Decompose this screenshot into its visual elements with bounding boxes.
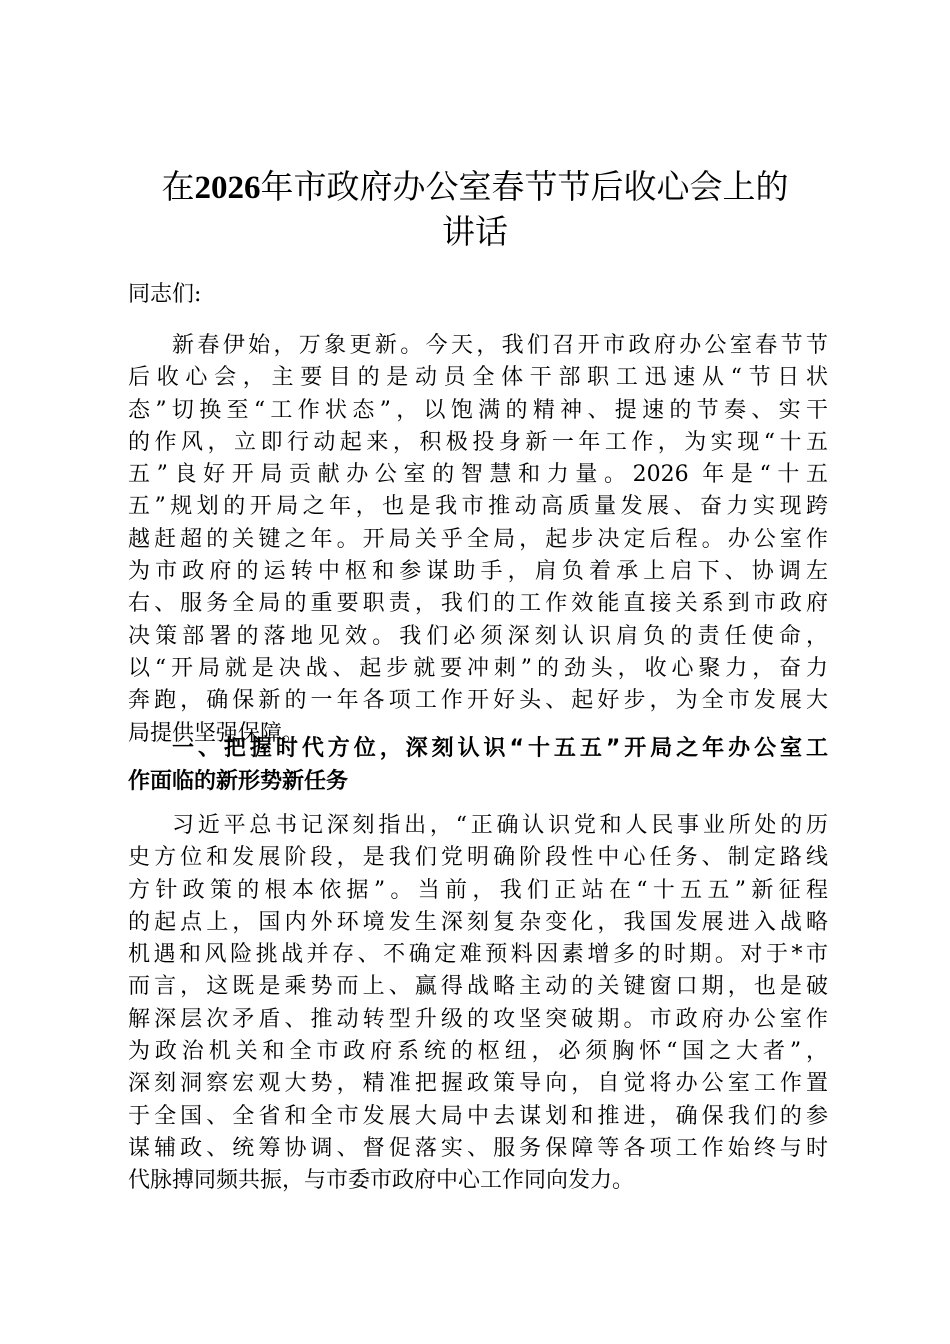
paragraph-line: 越赶超的关键之年。开局关乎全局，起步决定后程。办公室作 xyxy=(128,526,828,552)
paragraph-line: 于全国、全省和全市发展大局中去谋划和推进，确保我们的参 xyxy=(128,1103,828,1129)
section-heading-1 xyxy=(128,733,828,798)
paragraph-line: 局提供坚强保障。 xyxy=(128,720,305,746)
heading-line: 作面临的新形势新任务 xyxy=(128,768,349,794)
paragraph-line: 后收心会，主要目的是动员全体干部职工迅速从“节日状 xyxy=(128,365,828,391)
paragraph-line: 谋辅政、统筹协调、督促落实、服务保障等各项工作始终与时 xyxy=(128,1135,828,1161)
paragraph-line: 方针政策的根本依据”。当前，我们正站在“十五五”新征程 xyxy=(128,877,828,903)
title-year: 2026 xyxy=(194,170,261,206)
paragraph-line: 而言，这既是乘势而上、赢得战略主动的关键窗口期，也是破 xyxy=(128,974,828,1000)
paragraph-intro xyxy=(128,330,828,750)
paragraph-line: 新春伊始，万象更新。今天，我们召开市政府办公室春节节 xyxy=(172,333,828,358)
paragraph-line: 的起点上，国内外环境发生深刻复杂变化，我国发展进入战略 xyxy=(128,909,828,935)
document-title xyxy=(120,165,830,254)
paragraph-line: 右、服务全局的重要职责，我们的工作效能直接关系到市政府 xyxy=(128,591,828,617)
heading-line: 一、把握时代方位，深刻认识“十五五”开局之年办公室工 xyxy=(172,736,828,761)
paragraph-line: 为市政府的运转中枢和参谋助手，肩负着承上启下、协调左 xyxy=(128,559,828,585)
paragraph-line: 史方位和发展阶段，是我们党明确阶段性中心任务、制定路线 xyxy=(128,845,828,871)
paragraph-line: 代脉搏同频共振，与市委市政府中心工作同向发力。 xyxy=(128,1168,635,1194)
paragraph-line: 深刻洞察宏观大势，精准把握政策导向，自觉将办公室工作置 xyxy=(128,1071,828,1097)
paragraph-line: 奔跑，确保新的一年各项工作开好头、起好步，为全市发展大 xyxy=(128,688,828,714)
paragraph-line: 态”切换至“工作状态”，以饱满的精神、提速的节奏、实干 xyxy=(128,397,828,423)
paragraph-line: 习近平总书记深刻指出，“正确认识党和人民事业所处的历 xyxy=(172,813,828,838)
title-line-1 xyxy=(120,165,830,210)
paragraph-section-1 xyxy=(128,810,828,1198)
paragraph-line: 的作风，立即行动起来，积极投身新一年工作，为实现“十五 xyxy=(128,429,828,455)
paragraph-line: 解深层次矛盾、推动转型升级的攻坚突破期。市政府办公室作 xyxy=(128,1006,828,1032)
title-line-2: 讲话 xyxy=(442,212,508,251)
salutation: 同志们: xyxy=(128,282,202,307)
paragraph-line: 决策部署的落地见效。我们必须深刻认识肩负的责任使命， xyxy=(128,623,828,649)
paragraph-line: 机遇和风险挑战并存、不确定难预料因素增多的时期。对于*市 xyxy=(128,942,828,968)
paragraph-line: 五”规划的开局之年，也是我市推动高质量发展、奋力实现跨 xyxy=(128,494,828,520)
paragraph-line: 五”良好开局贡献办公室的智慧和力量。2026 年是“十五 xyxy=(128,462,828,488)
paragraph-line: 以“开局就是决战、起步就要冲刺”的劲头，收心聚力，奋力 xyxy=(128,655,828,681)
title-rest: 年市政府办公室春节节后收心会上的 xyxy=(260,167,789,206)
title-prefix: 在 xyxy=(161,167,195,206)
paragraph-line: 为政治机关和全市政府系统的枢纽，必须胸怀“国之大者”， xyxy=(128,1039,828,1065)
